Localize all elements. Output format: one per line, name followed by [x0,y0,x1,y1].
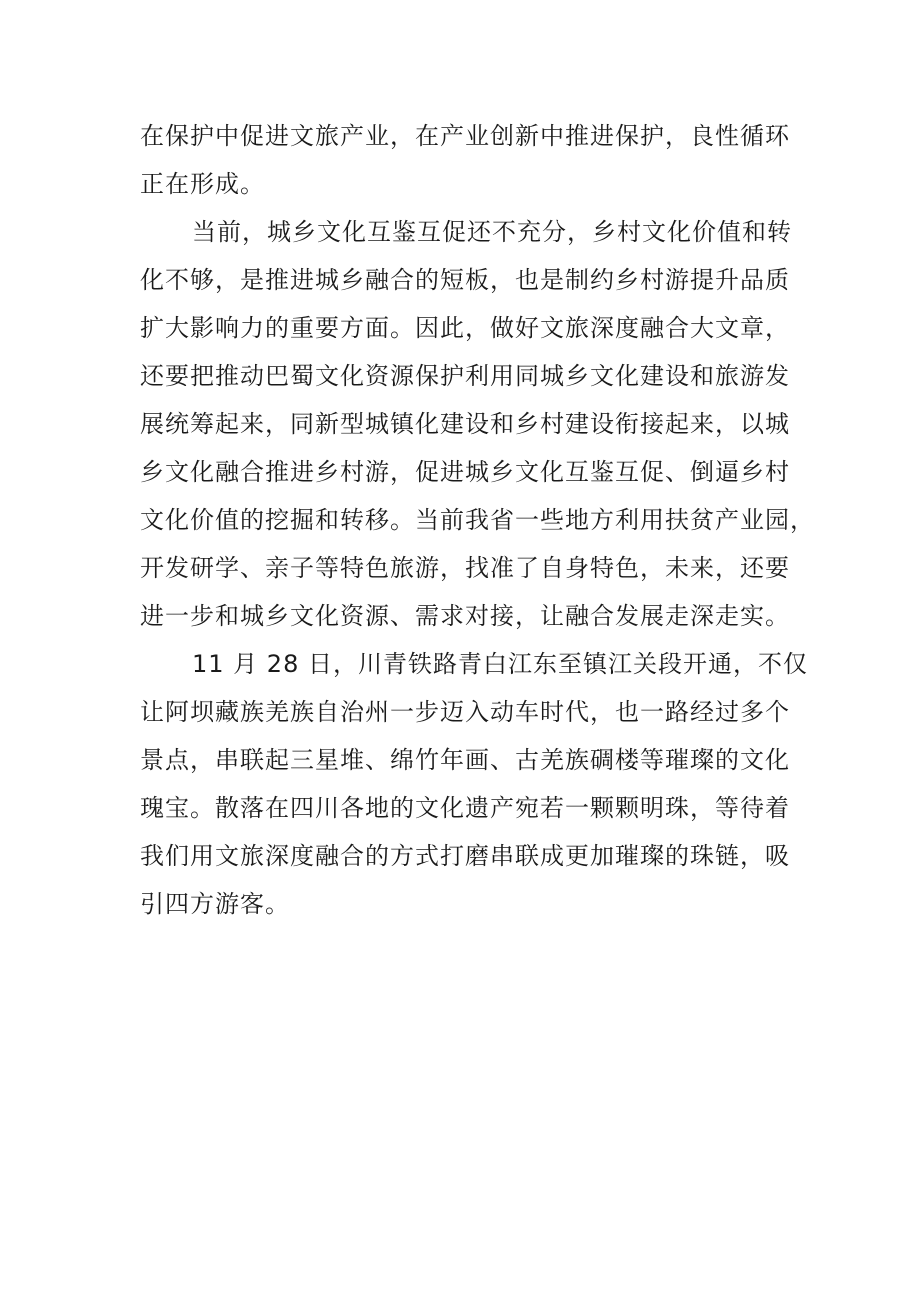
paragraph-line: 乡文化融合推进乡村游，促进城乡文化互鉴互促、倒逼乡村 [140,458,790,486]
paragraph-3 [140,640,808,928]
paragraph-line: 瑰宝。散落在四川各地的文化遗产宛若一颗颗明珠，等待着 [140,794,790,822]
paragraph-line: 在保护中促进文旅产业，在产业创新中推进保护，良性循环 [140,122,790,150]
paragraph-2 [140,208,815,640]
paragraph-line: 11 月 28 日，川青铁路青白江东至镇江关段开通，不仅 [192,650,808,678]
paragraph-line: 正在形成。 [140,170,265,198]
paragraph-line: 开发研学、亲子等特色旅游，找准了自身特色，未来，还要 [140,554,790,582]
paragraph-1 [140,112,800,208]
paragraph-line: 还要把推动巴蜀文化资源保护利用同城乡文化建设和旅游发 [140,362,790,390]
paragraph-line: 我们用文旅深度融合的方式打磨串联成更加璀璨的珠链，吸 [140,842,790,870]
paragraph-line: 景点，串联起三星堆、绵竹年画、古羌族碉楼等璀璨的文化 [140,746,790,774]
paragraph-line: 引四方游客。 [140,890,290,918]
paragraph-line: 进一步和城乡文化资源、需求对接，让融合发展走深走实。 [140,602,790,630]
paragraph-line: 化不够，是推进城乡融合的短板，也是制约乡村游提升品质 [140,266,790,294]
paragraph-line: 文化价值的挖掘和转移。当前我省一些地方利用扶贫产业园， [140,506,815,534]
paragraph-line: 扩大影响力的重要方面。因此，做好文旅深度融合大文章， [140,314,790,342]
paragraph-line: 展统筹起来，同新型城镇化建设和乡村建设衔接起来，以城 [140,410,790,438]
document-body [140,112,815,928]
paragraph-line: 当前，城乡文化互鉴互促还不充分，乡村文化价值和转 [192,218,792,246]
paragraph-line: 让阿坝藏族羌族自治州一步迈入动车时代，也一路经过多个 [140,698,790,726]
